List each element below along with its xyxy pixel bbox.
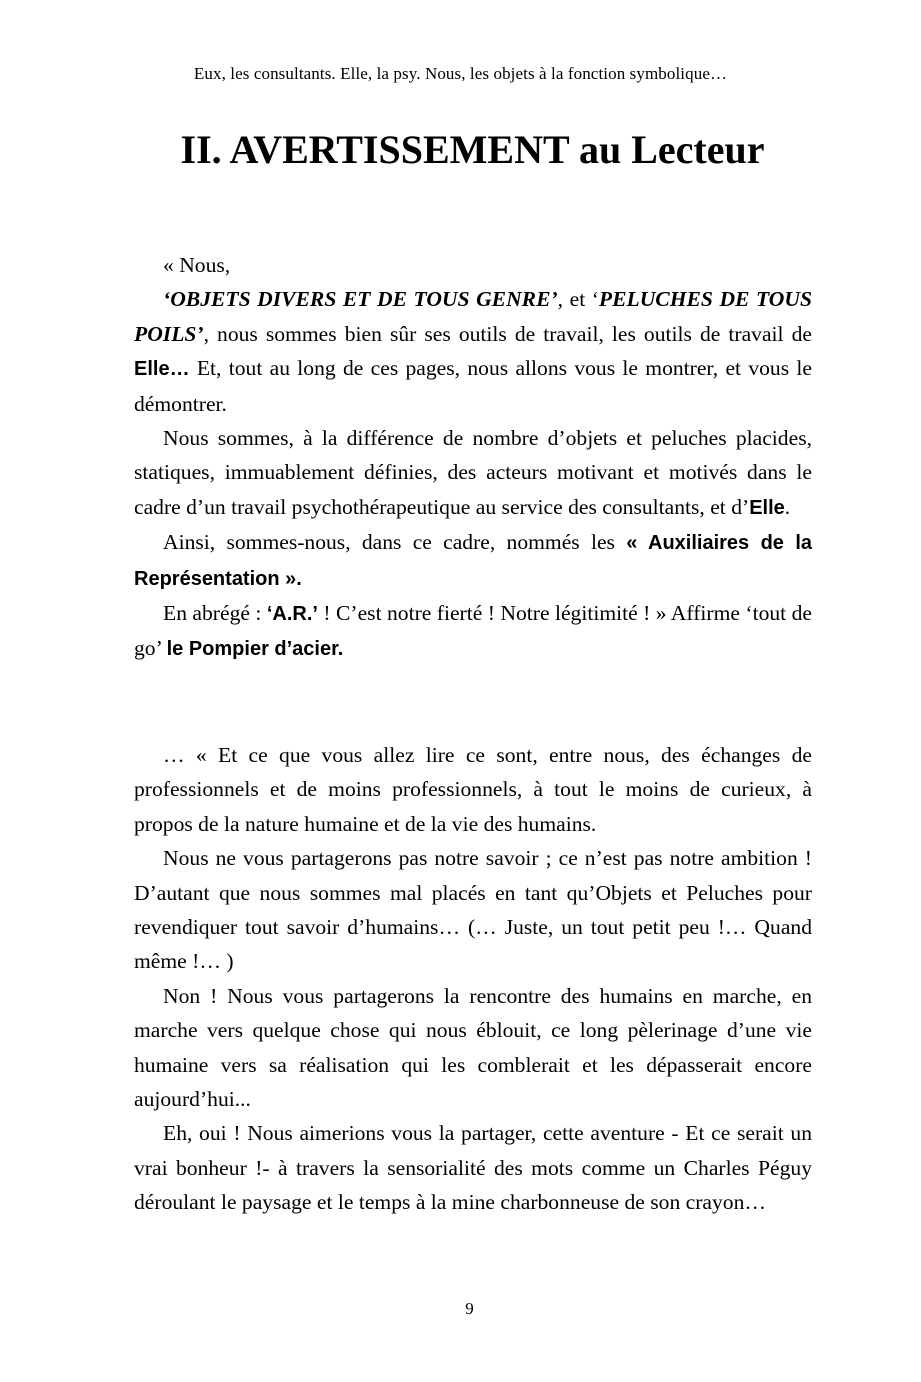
page-number: 9 xyxy=(465,1299,474,1318)
paragraph-greeting: « Nous, xyxy=(163,253,231,277)
bold-elle: Elle xyxy=(749,496,785,519)
italic-objects-label: ‘OBJETS DIVERS ET DE TOUS GENRE’ xyxy=(163,287,558,312)
bold-ar: ‘A.R.’ xyxy=(266,603,318,626)
chapter-title: II. AVERTISSEMENT au Lecteur xyxy=(180,127,765,172)
section-speech-two xyxy=(134,738,812,1220)
text-fragment: Nous sommes, à la différence de nombre d’objets et peluches placides, statiques, immuablement définies, des acteurs motivant et motivés dans le cadre d’un travail psychothérapeutique au service des consultants, et d’ xyxy=(134,426,812,519)
text-fragment: En abrégé : xyxy=(163,601,267,626)
bold-auxiliaires: « Auxiliaires de la Représentation ». xyxy=(134,532,813,590)
bold-elle: Elle… xyxy=(134,358,190,381)
section-speech-one xyxy=(134,248,812,667)
text-fragment: , nous sommes bien sûr ses outils de travail, les outils de travail de xyxy=(203,321,812,346)
paragraph-pilgrimage: Non ! Nous vous partagerons la rencontre des humains en marche, en marche vers quelque chose qui nous éblouit, ce long pèlerinage d’une vie humaine vers sa réalisation qui les comblerait et les dépasserait encore aujourd’hui... xyxy=(134,983,812,1112)
paragraph-abbreviation xyxy=(134,596,812,667)
paragraph-auxiliaires xyxy=(134,525,812,596)
text-fragment: Et, tout au long de ces pages, nous allons vous le montrer, et vous le démontrer. xyxy=(134,356,812,416)
text-fragment: ! C’est notre fierté ! Notre légitimité ! » Affirme ‘tout de go’ xyxy=(134,601,812,661)
bold-pompier: le Pompier d’acier. xyxy=(166,638,344,661)
text-fragment: Ainsi, sommes-nous, dans ce cadre, nommés les xyxy=(163,530,627,555)
text-fragment: , et ‘ xyxy=(557,287,599,312)
paragraph-adventure: Eh, oui ! Nous aimerions vous la partager, cette aventure - Et ce serait un vrai bonheur !- à travers la sensorialité des mots comme un Charles Péguy déroulant le paysage et le temps à la mine charbonneuse de son crayon… xyxy=(134,1121,812,1215)
paragraph-exchanges: … « Et ce que vous allez lire ce sont, entre nous, des échanges de professionnels et de moins professionnels, à tout le moins de curieux, à propos de la nature humaine et de la vie des humains. xyxy=(134,743,812,836)
running-header: Eux, les consultants. Elle, la psy. Nous, les objets à la fonction symbolique… xyxy=(193,64,728,83)
text-fragment: . xyxy=(784,494,791,519)
paragraph-objects-intro xyxy=(134,282,812,421)
paragraph-actors xyxy=(134,421,812,525)
paragraph-knowledge: Nous ne vous partagerons pas notre savoir ; ce n’est pas notre ambition ! D’autant que nous sommes mal placés en tant qu’Objets et Peluches pour revendiquer tout savoir d’humains… (… Juste, un tout petit peu !… Quand même !… ) xyxy=(134,846,812,974)
italic-plush-label: PELUCHES DE TOUS POILS’ xyxy=(134,287,812,346)
